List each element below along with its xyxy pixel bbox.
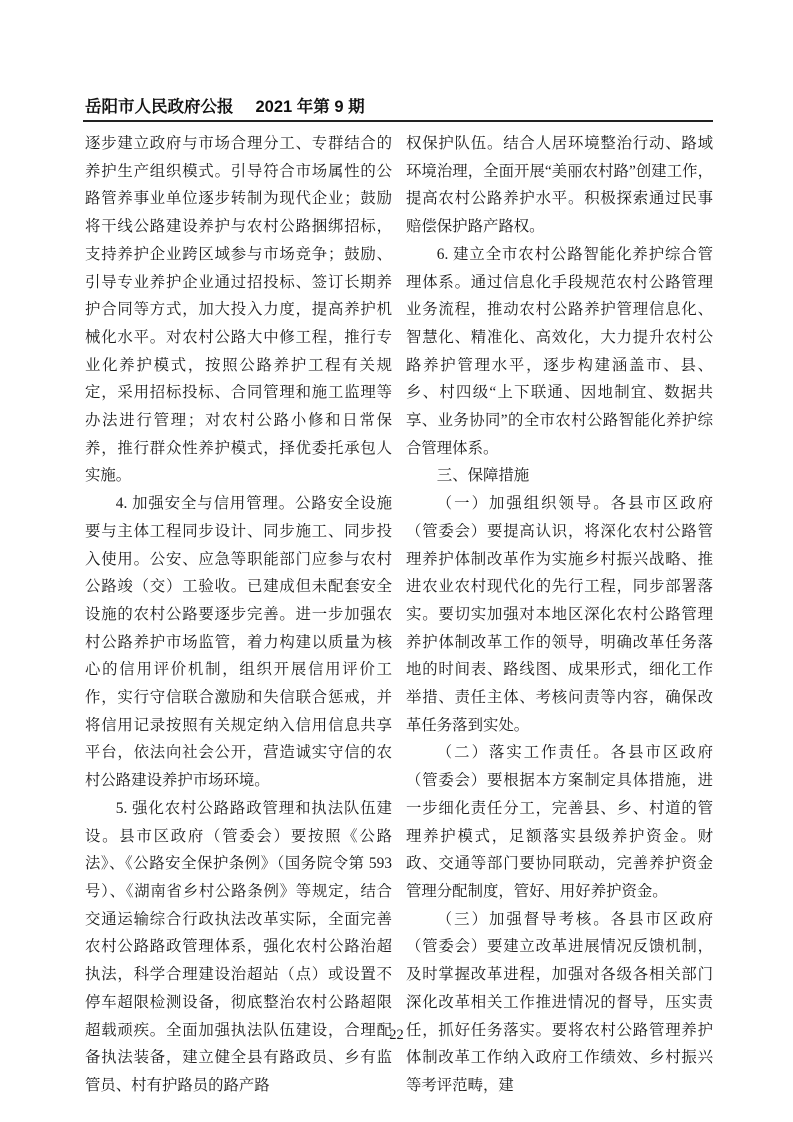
paragraph-item-6: 6. 建立全市农村公路智能化养护综合管理体系。通过信息化手段规范农村公路管理业务流程，推动农村公路养护管理信息化、智慧化、精准化、高效化，大力提升农村公路养护管理水平，逐步构建涵盖市、县、乡、村四级“上下联通、因地制宜、数据共享、业务协同”的全市农村公路智能化养护综合管理体系。	[406, 245, 713, 457]
paragraph-continued: 权保护队伍。结合人居环境整治行动、路域环境治理，全面开展“美丽农村路”创建工作，提高农村公路养护水平。积极探索通过民事赔偿保护路产路权。	[406, 135, 713, 236]
gazette-title: 岳阳市人民政府公报	[85, 98, 234, 116]
left-column	[85, 130, 392, 1100]
body-columns	[85, 130, 713, 1100]
section-heading: 三、保障措施	[436, 467, 530, 485]
paragraph-item-4: 4. 加强安全与信用管理。公路安全设施要与主体工程同步设计、同步施工、同步投入使用。公安、应急等职能部门应参与农村公路竣（交）工验收。已建成但未配套安全设施的农村公路要逐步完善。进一步加强农村公路养护市场监管，着力构建以质量为核心的信用评价机制，组织开展信用评价工作，实行守信联合激励和失信联合惩戒，并将信用记录按照有关规定纳入信用信息共享平台，依法向社会公开，营造诚实守信的农村公路建设养护市场环境。	[85, 495, 392, 790]
gazette-issue: 2021 年第 9 期	[255, 98, 365, 116]
right-column	[406, 130, 713, 1100]
paragraph-subitem-3: （三）加强督导考核。各县市区政府（管委会）要建立改革进展情况反馈机制，及时掌握改革进程，加强对各级各相关部门深化改革相关工作推进情况的督导，压实责任，抓好任务落实。要将农村公路管理养护体制改革工作纳入政府工作绩效、乡村振兴等考评范畴，建	[406, 910, 713, 1094]
page-number: 22	[389, 1027, 404, 1043]
paragraph-continued: 逐步建立政府与市场合理分工、专群结合的养护生产组织模式。引导符合市场属性的公路管养事业单位逐步转制为现代企业；鼓励将干线公路建设养护与农村公路捆绑招标，支持养护企业跨区域参与市场竞争；鼓励、引导专业养护企业通过招投标、签订长期养护合同等方式，加大投入力度，提高养护机械化水平。对农村公路大中修工程，推行专业化养护模式，按照公路养护工程有关规定，采用招标投标、合同管理和施工监理等办法进行管理；对农村公路小修和日常保养，推行群众性养护模式，择优委托承包人实施。	[85, 135, 392, 485]
page-header	[85, 93, 365, 117]
header-rule	[83, 120, 713, 122]
paragraph-subitem-1: （一）加强组织领导。各县市区政府（管委会）要提高认识，将深化农村公路管理养护体制改革作为实施乡村振兴战略、推进农业农村现代化的先行工程，同步部署落实。要切实加强对本地区深化农村公路管理养护体制改革工作的领导，明确改革任务落地的时间表、路线图、成果形式，细化工作举措、责任主体、考核问责等内容，确保改革任务落到实处。	[406, 495, 713, 734]
paragraph-subitem-2: （二）落实工作责任。各县市区政府（管委会）要根据本方案制定具体措施，进一步细化责任分工，完善县、乡、村道的管理养护模式，足额落实县级养护资金。财政、交通等部门要协同联动，完善养护资金管理分配制度，管好、用好养护资金。	[406, 744, 713, 900]
paragraph-item-5: 5. 强化农村公路路政管理和执法队伍建设。县市区政府（管委会）要按照《公路法》、《公路安全保护条例》（国务院令第 593 号）、《湖南省乡村公路条例》等规定，结合交通运输综合行政执法改革实际，全面完善农村公路路政管理体系，强化农村公路治超执法，科学合理建设治超站（点）或设置不停车超限检测设备，彻底整治农村公路超限超载顽疾。全面加强执法队伍建设，合理配备执法装备，建立健全县有路政员、乡有监管员、村有护路员的路产路	[85, 799, 392, 1094]
